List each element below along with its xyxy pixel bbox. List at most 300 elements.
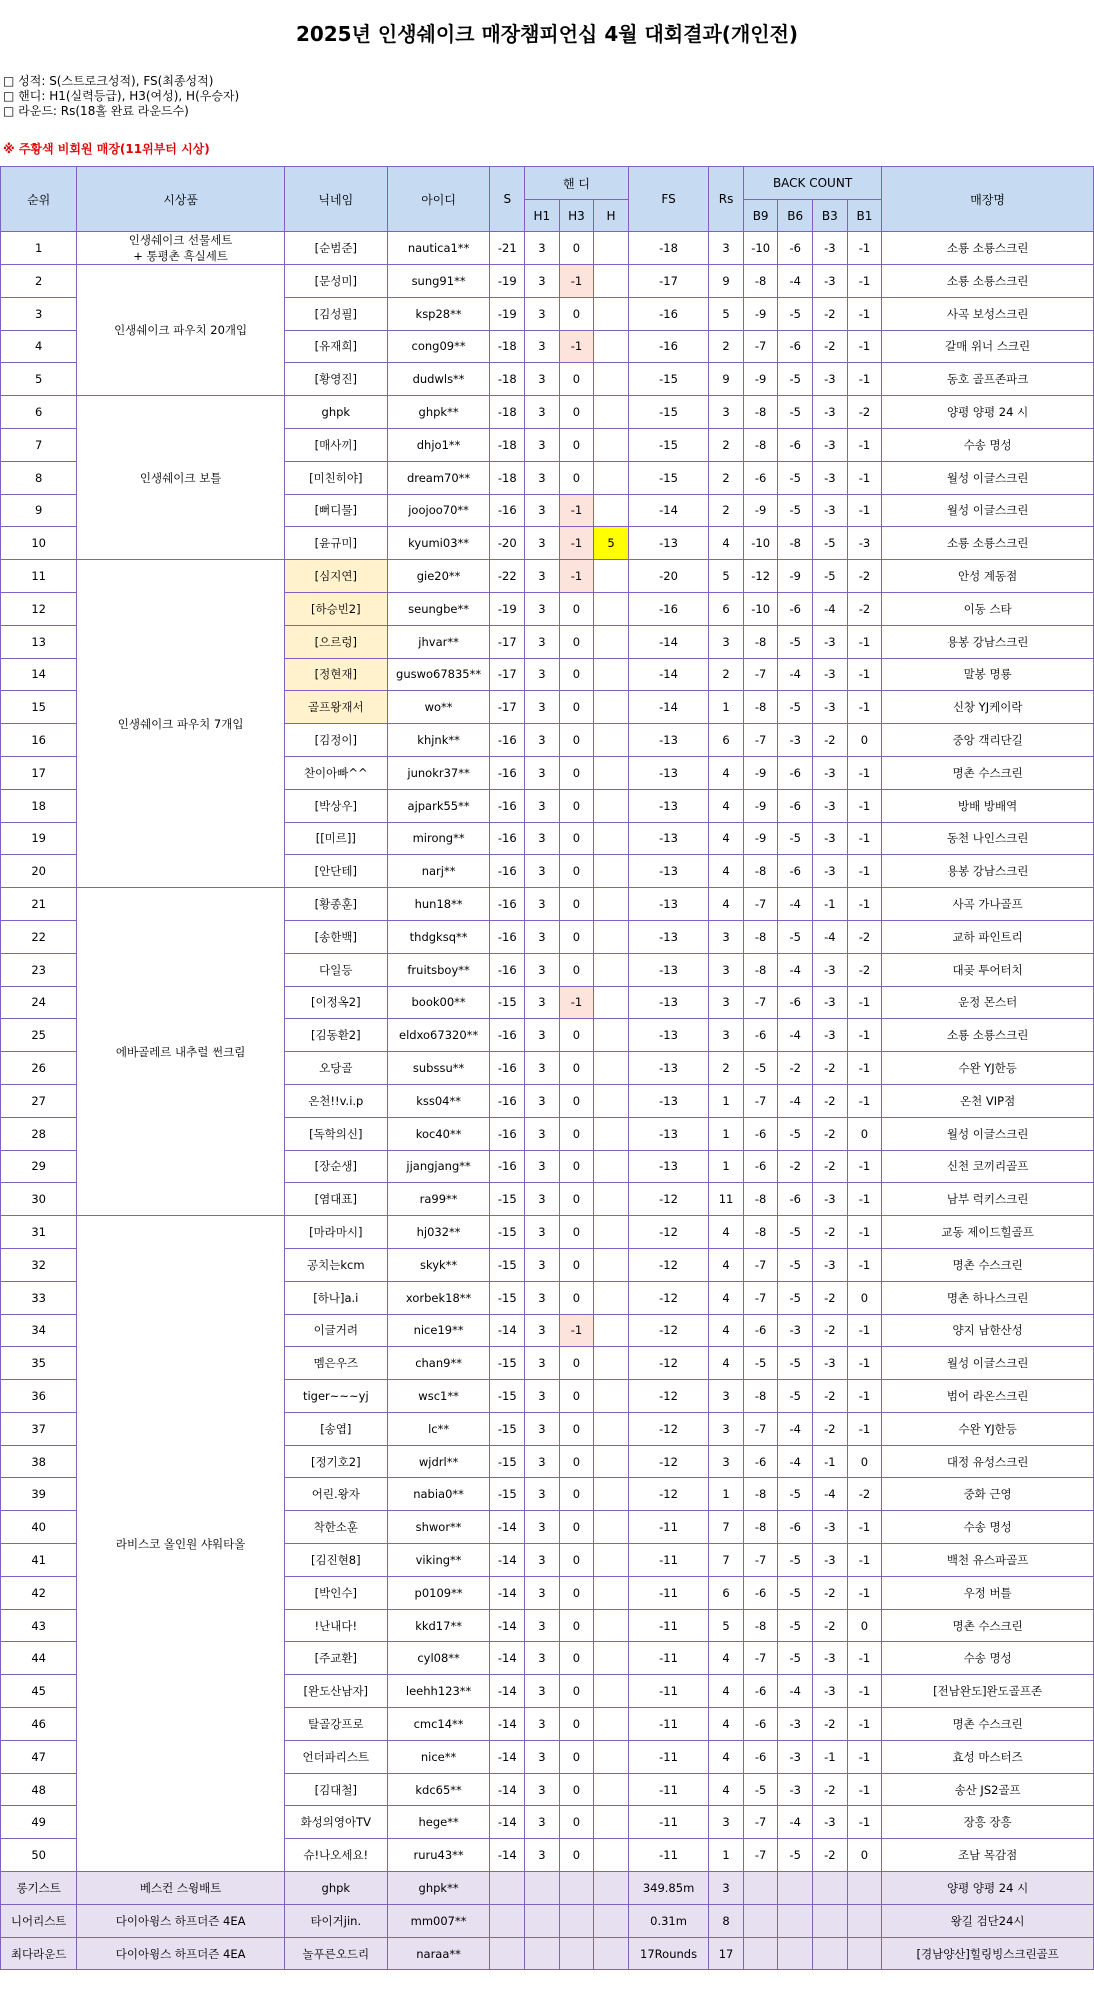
empty-cell <box>813 1872 848 1905</box>
b6-cell: -3 <box>778 1708 813 1741</box>
h-cell <box>594 1117 629 1150</box>
h-cell <box>594 1675 629 1708</box>
h-cell <box>594 560 629 593</box>
h-cell <box>594 1708 629 1741</box>
h-cell <box>594 625 629 658</box>
rank-cell: 29 <box>1 1150 77 1183</box>
b3-cell: -3 <box>813 1347 848 1380</box>
h-cell <box>594 986 629 1019</box>
h1-cell: 3 <box>525 756 560 789</box>
b9-cell: -7 <box>743 1412 778 1445</box>
rank-cell: 23 <box>1 953 77 986</box>
s-cell: -16 <box>490 953 525 986</box>
rank-cell: 49 <box>1 1806 77 1839</box>
nickname-cell: [독학의신] <box>284 1117 387 1150</box>
h-cell <box>594 1773 629 1806</box>
header-b1: B1 <box>847 200 882 232</box>
b1-cell: -1 <box>847 1511 882 1544</box>
fs-cell: -15 <box>628 461 708 494</box>
empty-cell <box>778 1937 813 1970</box>
b1-cell: -1 <box>847 1675 882 1708</box>
nickname-cell: [황종훈] <box>284 888 387 921</box>
b1-cell: -1 <box>847 1084 882 1117</box>
h3-cell: 0 <box>559 1084 594 1117</box>
fs-cell: -12 <box>628 1314 708 1347</box>
id-cell: dream70** <box>387 461 490 494</box>
rank-cell: 35 <box>1 1347 77 1380</box>
b9-cell: -9 <box>743 494 778 527</box>
nickname-cell: [미친히야] <box>284 461 387 494</box>
b9-cell: -5 <box>743 1773 778 1806</box>
id-cell: nautica1** <box>387 232 490 265</box>
b9-cell: -7 <box>743 1084 778 1117</box>
id-cell: ghpk** <box>387 1872 490 1905</box>
header-store: 매장명 <box>882 167 1094 232</box>
legend-item-rounds: □ 라운드: Rs(18홀 완료 라운드수) <box>3 104 189 118</box>
b6-cell: -5 <box>778 1544 813 1577</box>
s-cell: -16 <box>490 724 525 757</box>
h3-cell: 0 <box>559 1708 594 1741</box>
id-cell: kss04** <box>387 1084 490 1117</box>
b3-cell: -2 <box>813 330 848 363</box>
rank-cell: 16 <box>1 724 77 757</box>
b9-cell: -7 <box>743 330 778 363</box>
h1-cell: 3 <box>525 1544 560 1577</box>
rank-cell: 14 <box>1 658 77 691</box>
h-cell <box>594 265 629 298</box>
b1-cell: -1 <box>847 888 882 921</box>
id-cell: wo** <box>387 691 490 724</box>
rank-cell: 17 <box>1 756 77 789</box>
b6-cell: -4 <box>778 1675 813 1708</box>
h1-cell: 3 <box>525 888 560 921</box>
id-cell: hj032** <box>387 1216 490 1249</box>
fs-cell: -12 <box>628 1412 708 1445</box>
id-cell: jjangjang** <box>387 1150 490 1183</box>
h1-cell: 3 <box>525 1609 560 1642</box>
nonmember-notice: ※ 주황색 비회원 매장(11위부터 시상) <box>3 142 210 156</box>
rs-cell: 17 <box>709 1937 744 1970</box>
s-cell: -15 <box>490 1445 525 1478</box>
s-cell: -15 <box>490 1347 525 1380</box>
b3-cell: -3 <box>813 1806 848 1839</box>
nickname-cell: 탈골강프로 <box>284 1708 387 1741</box>
empty-cell <box>525 1904 560 1937</box>
table-header <box>1 167 1094 232</box>
fs-cell: -15 <box>628 396 708 429</box>
s-cell: -16 <box>490 855 525 888</box>
empty-cell <box>490 1872 525 1905</box>
rank-cell: 30 <box>1 1183 77 1216</box>
s-cell: -15 <box>490 1248 525 1281</box>
h-cell <box>594 461 629 494</box>
b3-cell: -2 <box>813 1216 848 1249</box>
rs-cell: 4 <box>709 822 744 855</box>
rs-cell: 6 <box>709 724 744 757</box>
b9-cell: -5 <box>743 1347 778 1380</box>
h1-cell: 3 <box>525 592 560 625</box>
h-cell <box>594 1216 629 1249</box>
empty-cell <box>778 1904 813 1937</box>
store-cell: 월성 이글스크린 <box>882 494 1094 527</box>
s-cell: -14 <box>490 1576 525 1609</box>
h-cell <box>594 1609 629 1642</box>
b3-cell: -3 <box>813 756 848 789</box>
nickname-cell: 슈!나오세요! <box>284 1839 387 1872</box>
s-cell: -16 <box>490 920 525 953</box>
id-cell: dudwls** <box>387 363 490 396</box>
id-cell: cyl08** <box>387 1642 490 1675</box>
h3-cell: 0 <box>559 1445 594 1478</box>
b9-cell: -9 <box>743 789 778 822</box>
b1-cell: 0 <box>847 1281 882 1314</box>
s-cell: -21 <box>490 232 525 265</box>
fs-cell: -11 <box>628 1609 708 1642</box>
b3-cell: -3 <box>813 658 848 691</box>
rs-cell: 2 <box>709 461 744 494</box>
s-cell: -19 <box>490 592 525 625</box>
rs-cell: 1 <box>709 1839 744 1872</box>
b1-cell: -1 <box>847 1380 882 1413</box>
nickname-cell: [김성필] <box>284 297 387 330</box>
b3-cell: -3 <box>813 822 848 855</box>
rs-cell: 9 <box>709 265 744 298</box>
id-cell: cmc14** <box>387 1708 490 1741</box>
h-cell <box>594 1052 629 1085</box>
h3-cell: 0 <box>559 1117 594 1150</box>
rs-cell: 1 <box>709 1117 744 1150</box>
rank-cell: 8 <box>1 461 77 494</box>
rank-cell: 1 <box>1 232 77 265</box>
nickname-cell: [김대철] <box>284 1773 387 1806</box>
rs-cell: 7 <box>709 1511 744 1544</box>
b1-cell: -1 <box>847 1544 882 1577</box>
rs-cell: 9 <box>709 363 744 396</box>
b9-cell: -8 <box>743 396 778 429</box>
h1-cell: 3 <box>525 1478 560 1511</box>
nickname-cell: [주교환] <box>284 1642 387 1675</box>
results-table <box>0 166 1094 1970</box>
rs-cell: 4 <box>709 1642 744 1675</box>
h1-cell: 3 <box>525 1052 560 1085</box>
b6-cell: -4 <box>778 888 813 921</box>
rank-cell: 26 <box>1 1052 77 1085</box>
b3-cell: -2 <box>813 1773 848 1806</box>
table-row <box>1 560 1094 593</box>
rank-cell: 31 <box>1 1216 77 1249</box>
nickname-cell: [유재희] <box>284 330 387 363</box>
rank-cell: 25 <box>1 1019 77 1052</box>
h3-cell: 0 <box>559 1216 594 1249</box>
b1-cell: 0 <box>847 724 882 757</box>
nickname-cell: [하승빈2] <box>284 592 387 625</box>
s-cell: -19 <box>490 265 525 298</box>
store-cell: 수송 명성 <box>882 1642 1094 1675</box>
b1-cell: 0 <box>847 1839 882 1872</box>
b1-cell: -1 <box>847 1019 882 1052</box>
h-cell <box>594 363 629 396</box>
h1-cell: 3 <box>525 297 560 330</box>
id-cell: book00** <box>387 986 490 1019</box>
fs-cell: -13 <box>628 1019 708 1052</box>
fs-cell: -13 <box>628 888 708 921</box>
store-cell: 효성 마스터즈 <box>882 1740 1094 1773</box>
b6-cell: -4 <box>778 658 813 691</box>
rs-cell: 6 <box>709 1576 744 1609</box>
b6-cell: -3 <box>778 1314 813 1347</box>
store-cell: 월성 이글스크린 <box>882 1347 1094 1380</box>
fs-cell: -15 <box>628 363 708 396</box>
h-cell <box>594 888 629 921</box>
special-awards <box>1 1872 1094 1970</box>
b9-cell: -9 <box>743 756 778 789</box>
fs-cell: -12 <box>628 1183 708 1216</box>
b9-cell: -8 <box>743 1511 778 1544</box>
fs-cell: -20 <box>628 560 708 593</box>
h1-cell: 3 <box>525 724 560 757</box>
nickname-cell: 화성의영아TV <box>284 1806 387 1839</box>
rank-cell: 15 <box>1 691 77 724</box>
b9-cell: -6 <box>743 1576 778 1609</box>
b3-cell: -3 <box>813 428 848 461</box>
b3-cell: -2 <box>813 1380 848 1413</box>
id-cell: kyumi03** <box>387 527 490 560</box>
nickname-cell: 오당골 <box>284 1052 387 1085</box>
rs-cell: 1 <box>709 1084 744 1117</box>
b9-cell: -12 <box>743 560 778 593</box>
h-cell: 5 <box>594 527 629 560</box>
nickname-cell: 언더파리스트 <box>284 1740 387 1773</box>
h3-cell: 0 <box>559 1544 594 1577</box>
award-name-cell: 롱기스트 <box>1 1872 77 1905</box>
b6-cell: -5 <box>778 1117 813 1150</box>
nickname-cell: ghpk <box>284 396 387 429</box>
b3-cell: -3 <box>813 363 848 396</box>
b6-cell: -5 <box>778 1347 813 1380</box>
h-cell <box>594 691 629 724</box>
table-row <box>1 1216 1094 1249</box>
store-cell: 갈매 위너 스크린 <box>882 330 1094 363</box>
store-cell: 백천 유스파골프 <box>882 1544 1094 1577</box>
s-cell: -15 <box>490 1183 525 1216</box>
id-cell: subssu** <box>387 1052 490 1085</box>
fs-cell: -16 <box>628 330 708 363</box>
b3-cell: -3 <box>813 1544 848 1577</box>
b6-cell: -5 <box>778 1609 813 1642</box>
h1-cell: 3 <box>525 396 560 429</box>
b9-cell: -6 <box>743 1708 778 1741</box>
store-cell: 중앙 객리단길 <box>882 724 1094 757</box>
s-cell: -14 <box>490 1773 525 1806</box>
h1-cell: 3 <box>525 428 560 461</box>
b3-cell: -2 <box>813 1052 848 1085</box>
b6-cell: -6 <box>778 855 813 888</box>
fs-cell: -12 <box>628 1248 708 1281</box>
b9-cell: -7 <box>743 1544 778 1577</box>
s-cell: -14 <box>490 1740 525 1773</box>
nickname-cell: [정기호2] <box>284 1445 387 1478</box>
store-cell: [경남양산]힐링빙스크린골프 <box>882 1937 1094 1970</box>
fs-cell: -13 <box>628 855 708 888</box>
h-cell <box>594 658 629 691</box>
nickname-cell: 공치는kcm <box>284 1248 387 1281</box>
rank-cell: 34 <box>1 1314 77 1347</box>
nickname-cell: [정현재] <box>284 658 387 691</box>
h-cell <box>594 855 629 888</box>
h1-cell: 3 <box>525 658 560 691</box>
store-cell: 용봉 강남스크린 <box>882 855 1094 888</box>
h3-cell: 0 <box>559 1609 594 1642</box>
b3-cell: -4 <box>813 920 848 953</box>
fs-cell: -11 <box>628 1839 708 1872</box>
nickname-cell: [김진현8] <box>284 1544 387 1577</box>
h-cell <box>594 1445 629 1478</box>
b1-cell: -1 <box>847 1347 882 1380</box>
store-cell: 소룡 소룡스크린 <box>882 232 1094 265</box>
rs-cell: 4 <box>709 789 744 822</box>
h1-cell: 3 <box>525 527 560 560</box>
fs-cell: -14 <box>628 691 708 724</box>
b3-cell: -3 <box>813 625 848 658</box>
rank-cell: 37 <box>1 1412 77 1445</box>
h1-cell: 3 <box>525 1839 560 1872</box>
rank-cell: 36 <box>1 1380 77 1413</box>
id-cell: mirong** <box>387 822 490 855</box>
store-cell: 범어 라온스크린 <box>882 1380 1094 1413</box>
b1-cell: -1 <box>847 625 882 658</box>
prize-cell: 인생쉐이크 파우치 7개입 <box>77 560 285 888</box>
b3-cell: -3 <box>813 396 848 429</box>
s-cell: -16 <box>490 1117 525 1150</box>
h1-cell: 3 <box>525 1150 560 1183</box>
b3-cell: -4 <box>813 1478 848 1511</box>
id-cell: chan9** <box>387 1347 490 1380</box>
store-cell: 남부 럭키스크린 <box>882 1183 1094 1216</box>
b3-cell: -3 <box>813 232 848 265</box>
header-id: 아이디 <box>387 167 490 232</box>
h-cell <box>594 232 629 265</box>
store-cell: 명촌 수스크린 <box>882 756 1094 789</box>
s-cell: -15 <box>490 1216 525 1249</box>
rank-cell: 40 <box>1 1511 77 1544</box>
s-cell: -16 <box>490 1150 525 1183</box>
h1-cell: 3 <box>525 1216 560 1249</box>
s-cell: -14 <box>490 1511 525 1544</box>
h1-cell: 3 <box>525 1084 560 1117</box>
rank-cell: 19 <box>1 822 77 855</box>
b3-cell: -3 <box>813 1019 848 1052</box>
h3-cell: 0 <box>559 1478 594 1511</box>
rs-cell: 4 <box>709 1281 744 1314</box>
nickname-cell: [이정옥2] <box>284 986 387 1019</box>
s-cell: -16 <box>490 1084 525 1117</box>
rs-cell: 5 <box>709 297 744 330</box>
s-cell: -17 <box>490 625 525 658</box>
rs-cell: 2 <box>709 330 744 363</box>
s-cell: -17 <box>490 658 525 691</box>
header-b6: B6 <box>778 200 813 232</box>
rank-cell: 48 <box>1 1773 77 1806</box>
h1-cell: 3 <box>525 1675 560 1708</box>
b9-cell: -7 <box>743 888 778 921</box>
rs-cell: 3 <box>709 986 744 1019</box>
store-cell: 명촌 수스크린 <box>882 1248 1094 1281</box>
fs-cell: -12 <box>628 1347 708 1380</box>
b1-cell: -1 <box>847 1412 882 1445</box>
h-cell <box>594 724 629 757</box>
prize-cell: 인생쉐이크 보틀 <box>77 396 285 560</box>
b3-cell: -1 <box>813 1740 848 1773</box>
b1-cell: -2 <box>847 560 882 593</box>
s-cell: -16 <box>490 789 525 822</box>
empty-cell <box>559 1904 594 1937</box>
b1-cell: -1 <box>847 1314 882 1347</box>
rs-cell: 2 <box>709 428 744 461</box>
b9-cell: -8 <box>743 428 778 461</box>
h3-cell: 0 <box>559 1675 594 1708</box>
rank-cell: 12 <box>1 592 77 625</box>
b1-cell: -1 <box>847 363 882 396</box>
table-row <box>1 265 1094 298</box>
rs-cell: 4 <box>709 1347 744 1380</box>
h1-cell: 3 <box>525 1806 560 1839</box>
id-cell: skyk** <box>387 1248 490 1281</box>
store-cell: 소룡 소룡스크린 <box>882 265 1094 298</box>
empty-cell <box>813 1937 848 1970</box>
rs-cell: 4 <box>709 855 744 888</box>
h1-cell: 3 <box>525 1740 560 1773</box>
b6-cell: -5 <box>778 1642 813 1675</box>
rs-cell: 3 <box>709 1412 744 1445</box>
id-cell: ajpark55** <box>387 789 490 822</box>
b9-cell: -7 <box>743 658 778 691</box>
b9-cell: -6 <box>743 1150 778 1183</box>
h1-cell: 3 <box>525 1248 560 1281</box>
id-cell: mm007** <box>387 1904 490 1937</box>
b6-cell: -6 <box>778 986 813 1019</box>
fs-cell: -16 <box>628 297 708 330</box>
b1-cell: -1 <box>847 1642 882 1675</box>
b1-cell: -1 <box>847 232 882 265</box>
rank-cell: 38 <box>1 1445 77 1478</box>
s-cell: -17 <box>490 691 525 724</box>
fs-cell: -12 <box>628 1380 708 1413</box>
b6-cell: -4 <box>778 1084 813 1117</box>
h3-cell: 0 <box>559 1412 594 1445</box>
store-cell: 양평 양평 24 시 <box>882 1872 1094 1905</box>
legend-item-score: □ 성적: S(스트로크성적), FS(최종성적) <box>3 74 214 88</box>
s-cell: -22 <box>490 560 525 593</box>
h1-cell: 3 <box>525 560 560 593</box>
b1-cell: -1 <box>847 1740 882 1773</box>
b9-cell: -5 <box>743 1052 778 1085</box>
h3-cell: 0 <box>559 1052 594 1085</box>
nickname-cell: tiger~~~yj <box>284 1380 387 1413</box>
rank-cell: 43 <box>1 1609 77 1642</box>
store-cell: 신천 코끼리골프 <box>882 1150 1094 1183</box>
rs-cell: 4 <box>709 527 744 560</box>
store-cell: 신창 YJ케이락 <box>882 691 1094 724</box>
id-cell: cong09** <box>387 330 490 363</box>
rs-cell: 4 <box>709 1740 744 1773</box>
empty-cell <box>743 1937 778 1970</box>
store-cell: 수완 YJ한등 <box>882 1052 1094 1085</box>
h3-cell: 0 <box>559 1183 594 1216</box>
b9-cell: -6 <box>743 1445 778 1478</box>
nickname-cell: [장순생] <box>284 1150 387 1183</box>
prize-cell: 에바골레르 내추럴 썬크림 <box>77 888 285 1216</box>
b9-cell: -10 <box>743 527 778 560</box>
